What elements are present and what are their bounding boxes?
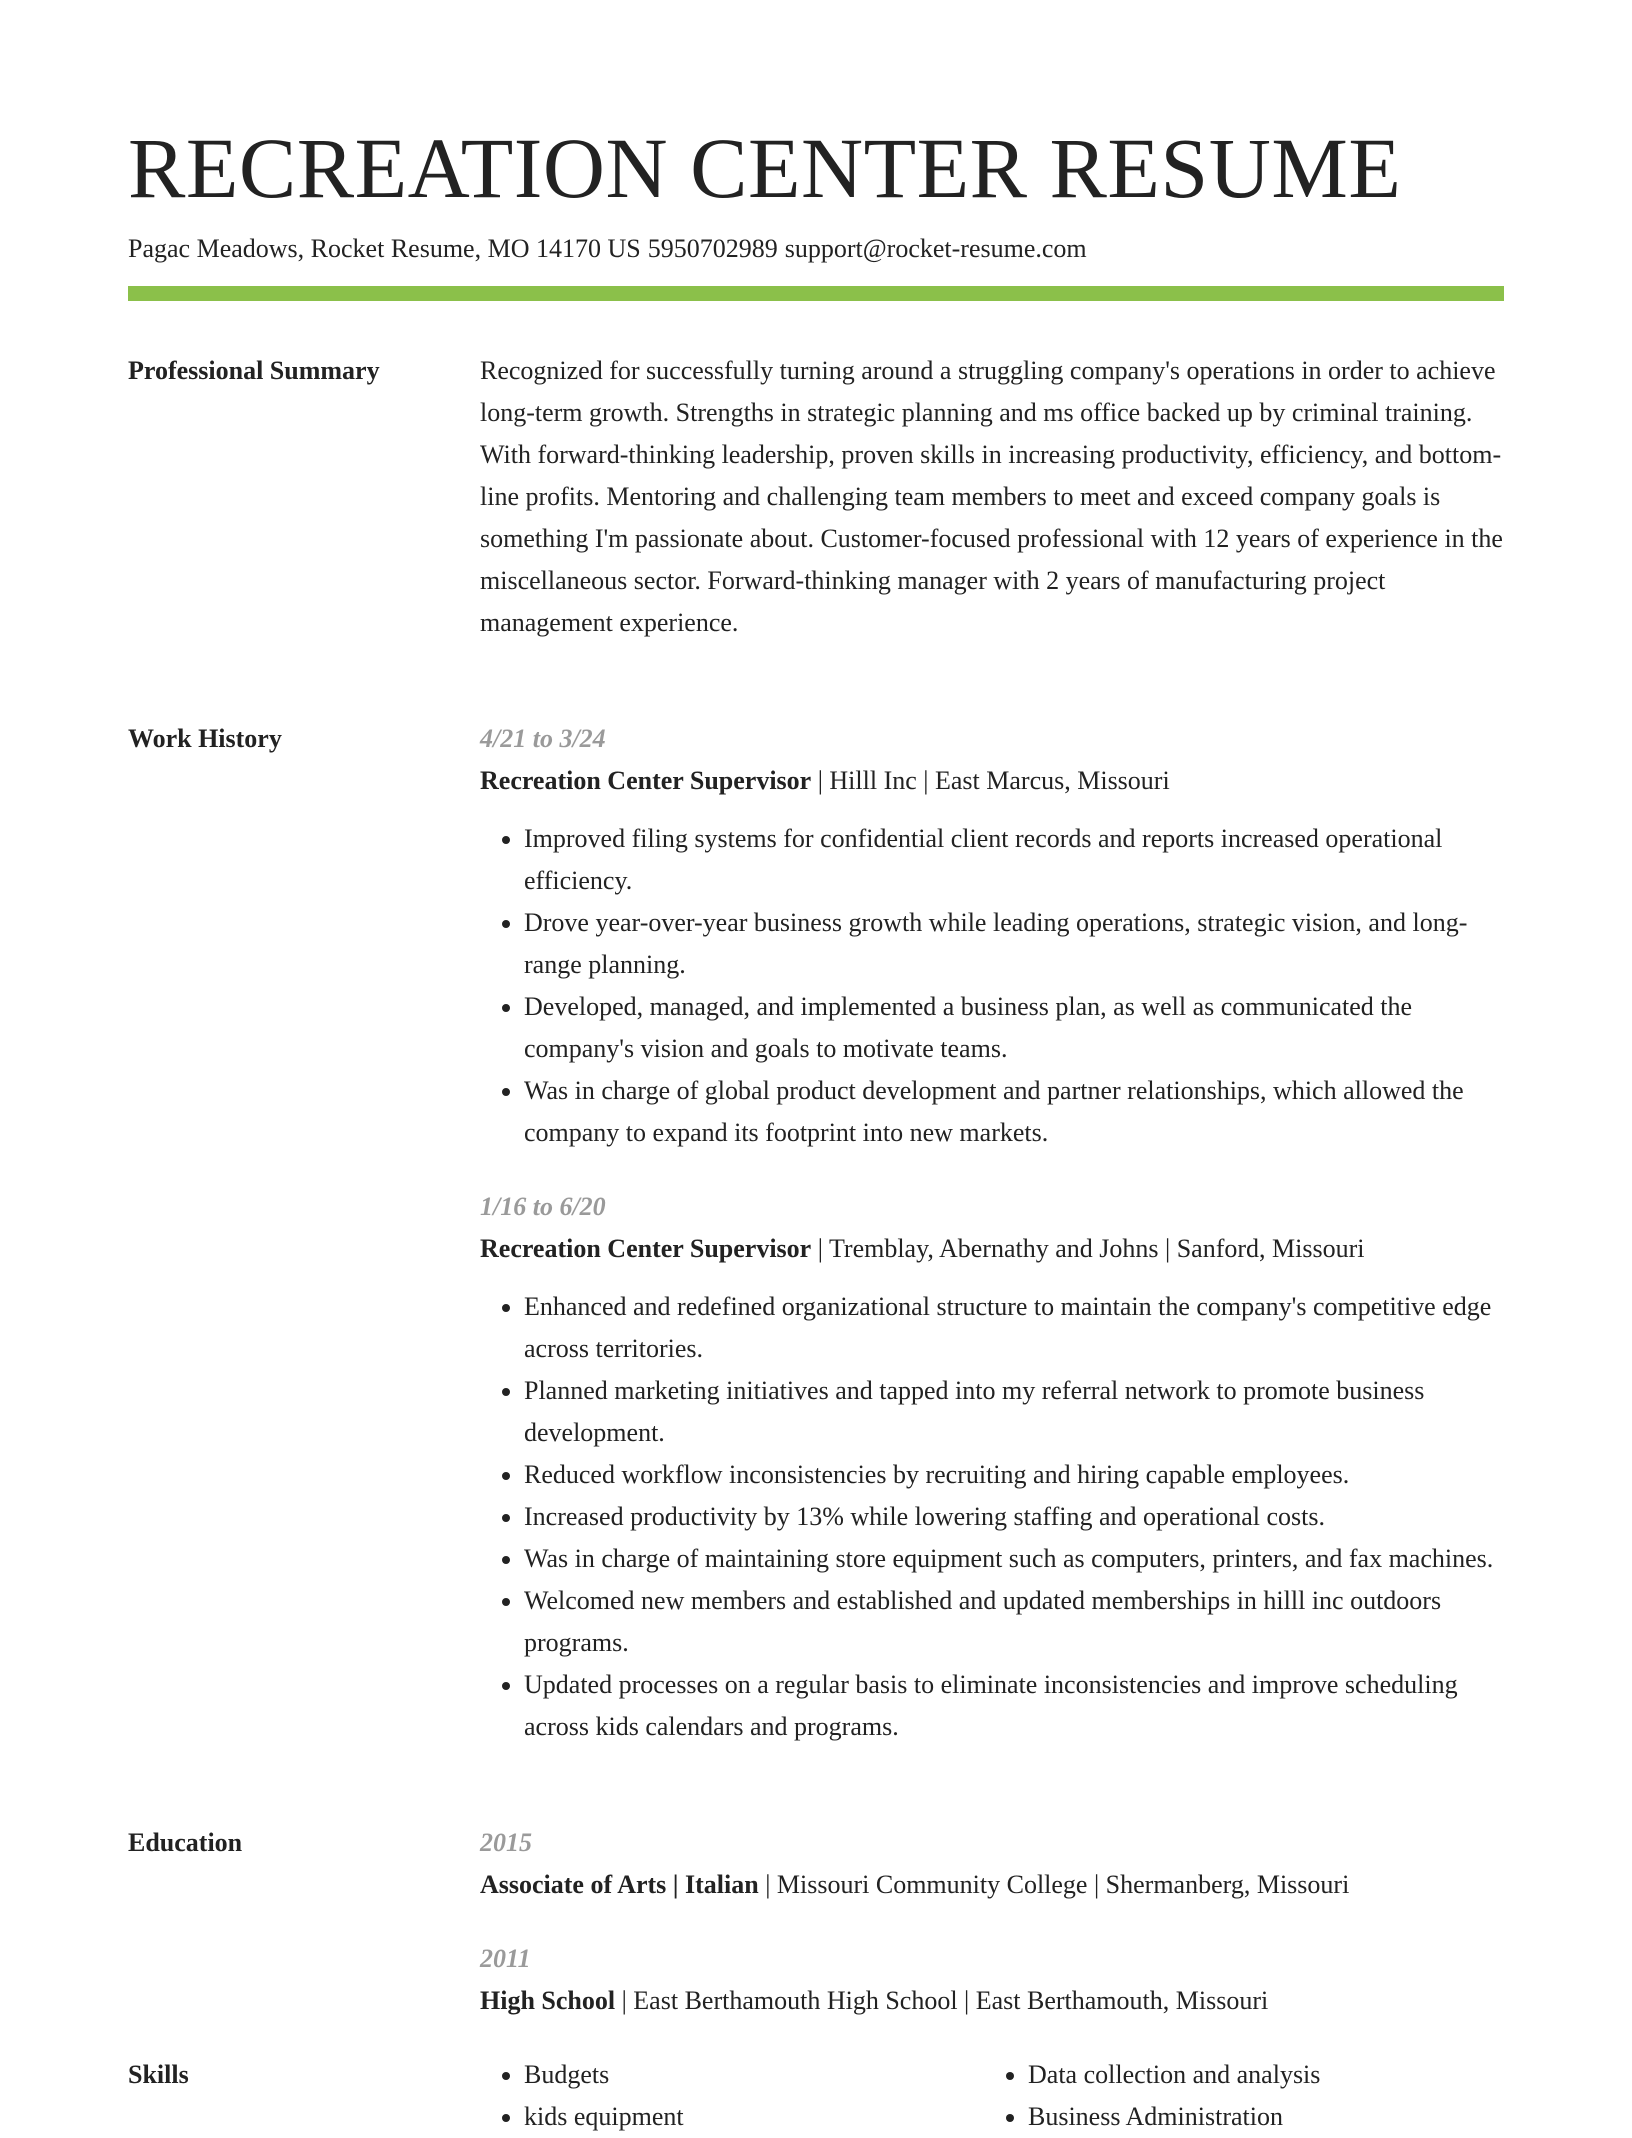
job-bullet: • Developed, managed, and implemented a business plan, as well as communicated the company's vision and goals to motivate teams. (524, 986, 1510, 1070)
skills-columns (480, 2054, 1510, 2138)
job-bullet: • Drove year-over-year business growth while leading operations, strategic vision, and long-range planning. (524, 902, 1510, 986)
contact-email: support@rocket-resume.com (784, 234, 1087, 263)
job-bullet: • Reduced workflow inconsistencies by recruiting and hiring capable employees. (524, 1454, 1510, 1496)
skill-item: • Data collection and analysis (1028, 2054, 1488, 2096)
job-title: Recreation Center Supervisor (480, 766, 812, 795)
job-role (480, 760, 1510, 802)
education-entry (480, 1822, 1510, 1906)
contact-address: Pagac Meadows, Rocket Resume, MO 14170 US (128, 234, 641, 263)
job-details: | Tremblay, Abernathy and Johns | Sanford, Missouri (811, 1234, 1365, 1263)
education-details: | Missouri Community College | Shermanberg, Missouri (758, 1870, 1350, 1899)
education-degree-line (480, 1864, 1510, 1906)
job-bullet: • Welcomed new members and established and updated memberships in hilll inc outdoors programs. (524, 1580, 1510, 1664)
job-entry (480, 718, 1510, 1154)
education-degree-line (480, 1980, 1510, 2022)
job-bullets (480, 818, 1510, 1154)
education-year: 2011 (480, 1944, 531, 1973)
education-degree: Associate of Arts | Italian (480, 1870, 759, 1899)
education-body (480, 1822, 1510, 2022)
job-bullet: • Improved filing systems for confidential client records and reports increased operational efficiency. (524, 818, 1510, 902)
job-dates: 4/21 to 3/24 (480, 724, 606, 753)
education-year: 2015 (480, 1828, 532, 1857)
work-history-body (480, 718, 1510, 1748)
job-bullet: • Enhanced and redefined organizational structure to maintain the company's competitive edge across territories. (524, 1286, 1510, 1370)
job-dates: 1/16 to 6/20 (480, 1192, 606, 1221)
education-details: | East Berthamouth High School | East Berthamouth, Missouri (615, 1986, 1269, 2015)
education-heading: Education (128, 1828, 243, 1857)
resume-title: RECREATION CENTER RESUME (128, 120, 1402, 216)
job-details: | Hilll Inc | East Marcus, Missouri (811, 766, 1170, 795)
job-bullets (480, 1286, 1510, 1748)
job-bullet: • Was in charge of maintaining store equipment such as computers, printers, and fax machines. (524, 1538, 1510, 1580)
summary-body (480, 350, 1510, 644)
work-history-heading: Work History (128, 724, 282, 753)
skills-body (480, 2054, 1510, 2138)
education-degree: High School (480, 1986, 616, 2015)
skill-item: • Budgets (524, 2054, 984, 2096)
job-title: Recreation Center Supervisor (480, 1234, 812, 1263)
summary-heading: Professional Summary (128, 356, 380, 385)
contact-line (128, 232, 1087, 266)
contact-phone: 5950702989 (647, 234, 778, 263)
job-entry (480, 1186, 1510, 1748)
job-bullet: • Updated processes on a regular basis to eliminate inconsistencies and improve scheduling across kids calendars and programs. (524, 1664, 1510, 1748)
skill-item: • kids equipment (524, 2096, 984, 2138)
summary-text: Recognized for successfully turning around a struggling company's operations in order to achieve long-term growth. Strengths in strategic planning and ms office backed up by criminal training. With forward-thinking leadership, proven skills in increasing productivity, efficiency, and bottom-line profits. Mentoring and challenging team members to meet and exceed company goals is something I'm passionate about. Customer-focused professional with 12 years of experience in the miscellaneous sector. Forward-thinking manager with 2 years of manufacturing project management experience. (480, 356, 1503, 637)
job-bullet: • Was in charge of global product development and partner relationships, which allowed the company to expand its footprint into new markets. (524, 1070, 1510, 1154)
job-bullet: • Planned marketing initiatives and tapped into my referral network to promote business development. (524, 1370, 1510, 1454)
job-role (480, 1228, 1510, 1270)
skills-heading: Skills (128, 2060, 189, 2089)
skill-item: • Business Administration (1028, 2096, 1488, 2138)
header-divider (128, 286, 1504, 301)
education-entry (480, 1938, 1510, 2022)
skills-column-1 (480, 2054, 984, 2138)
skills-column-2 (984, 2054, 1488, 2138)
job-bullet: • Increased productivity by 13% while lowering staffing and operational costs. (524, 1496, 1510, 1538)
